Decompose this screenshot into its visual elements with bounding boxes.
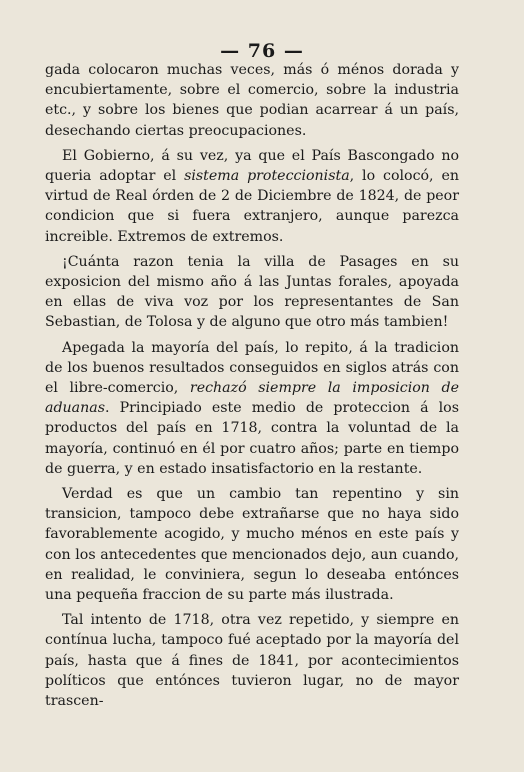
paragraph-6 bbox=[45, 610, 459, 711]
paragraph-4 bbox=[45, 338, 459, 479]
paragraph-5-text: Verdad es que un cambio tan repentino y sin transicion, tampoco debe extrañarse que no haya sido favorablemente acogido, y mucho ménos en este país y con los antecedentes que mencionados dejo, aun cuando, en realidad, le conviniera, segun lo deseaba entónces una pequeña fraccion de su parte más ilustrada. bbox=[45, 486, 459, 604]
paragraph-4-prefix: Apegada la mayoría del país, lo repito, á la tradicion de los buenos resultados conseguidos en siglos atrás con el libre-comercio, bbox=[45, 339, 459, 397]
paragraph-2-emphasis: sistema proteccionista bbox=[184, 168, 350, 185]
paragraph-2-suffix: , lo colocó, en virtud de Real órden de 2 de Diciembre de 1824, de peor condicion que si fuera extranjero, aunque parezca increible. Extremos de extremos. bbox=[45, 168, 459, 245]
paragraph-6-text: Tal intento de 1718, otra vez repetido, y siempre en contínua lucha, tampoco fué aceptado por la mayoría del país, hasta que á fines de 1841, por acontecimientos políticos que entónces tuvieron lugar, no de mayor trascen- bbox=[45, 612, 459, 710]
paragraph-3 bbox=[45, 252, 459, 333]
paragraph-2 bbox=[45, 146, 459, 247]
paragraph-4-suffix: . Principiado este medio de proteccion á los productos del país en 1718, contra la voluntad de la mayoría, continuó en él por cuatro años; parte en tiempo de guerra, y en estado insatisfactorio en la restante. bbox=[45, 400, 459, 477]
paragraph-4-emphasis: rechazó siempre la imposicion de aduanas bbox=[45, 380, 459, 417]
paragraph-1-text: gada colocaron muchas veces, más ó ménos dorada y encubiertamente, sobre el comercio, sobre la industria etc., y sobre los bienes que podian acarrear á un país, desechando ciertas preocupaciones. bbox=[45, 62, 459, 139]
paragraph-5 bbox=[45, 484, 459, 605]
paragraph-3-text: ¡Cuánta razon tenia la villa de Pasages en su exposicion del mismo año á las Juntas forales, apoyada en ellas de viva voz por los representantes de San Sebastian, de Tolosa y de alguno que otro más tambien! bbox=[45, 253, 459, 331]
page-number: — 76 — bbox=[220, 40, 304, 62]
body-text bbox=[45, 60, 459, 716]
paragraph-2-prefix: El Gobierno, á su vez, ya que el País Bascongado no queria adoptar el bbox=[45, 147, 459, 185]
paragraph-1 bbox=[45, 60, 459, 141]
